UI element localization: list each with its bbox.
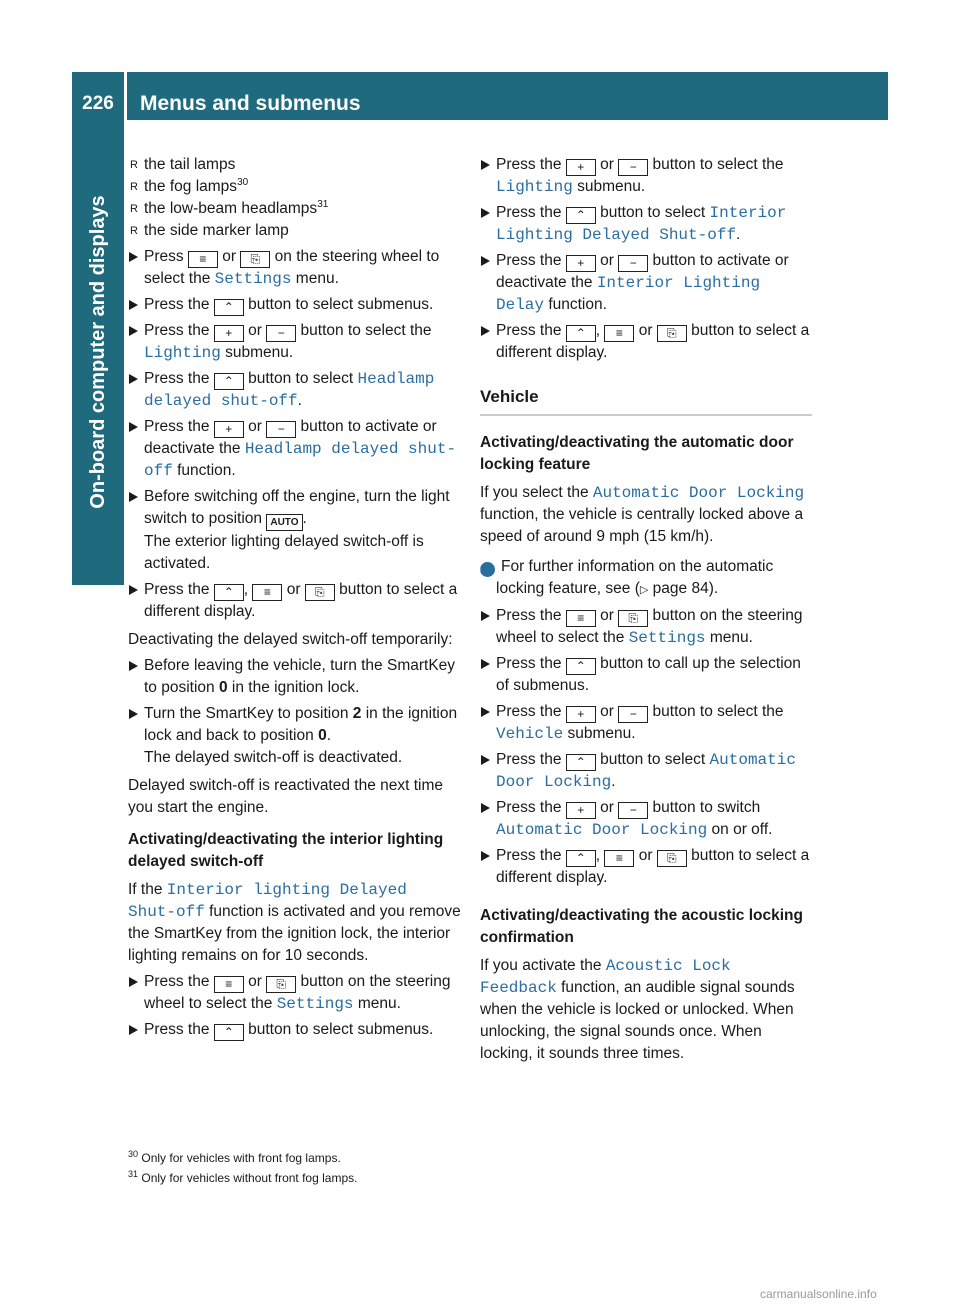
step [480, 653, 812, 697]
step-text: Press the [496, 799, 562, 816]
step-text: or [600, 703, 614, 720]
paragraph-text: function is activated and you remove the SmartKey from the ignition lock, the interior lighting remains on for 10 seconds. [128, 903, 461, 964]
info-icon: i [480, 562, 495, 577]
display-term: Interior lighting Delayed Shut-off [128, 881, 407, 921]
step-text: or [248, 973, 262, 990]
menu-key-icon: ≡ [214, 976, 244, 993]
step-text: on the steering wheel to select the [144, 248, 440, 287]
list-item [128, 176, 463, 198]
step-text: or [248, 322, 262, 339]
up-key-icon: ⌃ [214, 299, 244, 316]
minus-key-icon: − [266, 421, 296, 438]
page-number: 226 [82, 93, 114, 114]
display-term: Settings [214, 270, 292, 288]
display-term: Headlamp delayed shut-off [144, 370, 435, 410]
step-text: . [302, 510, 307, 527]
step-text: button to select the [652, 703, 784, 720]
footnote-number: 30 [128, 1149, 139, 1159]
up-key-icon: ⌃ [566, 850, 596, 867]
step-text: Press the [496, 751, 562, 768]
plus-key-icon: + [214, 325, 244, 342]
step-text: Press the [496, 607, 562, 624]
back-key-icon: ⎘ [305, 584, 335, 601]
step [480, 320, 812, 364]
menu-key-icon: ≡ [604, 325, 634, 342]
step-text: button to select a different display. [144, 581, 458, 620]
column-left [128, 154, 463, 1041]
paragraph: Deactivating the delayed switch-off temporarily: [128, 631, 453, 648]
step-text: or [600, 607, 614, 624]
back-key-icon: ⎘ [657, 325, 687, 342]
position-number: 2 [352, 705, 362, 722]
step-text: , [243, 581, 249, 598]
display-term: Lighting [496, 178, 573, 196]
paragraph-text: If the [128, 881, 163, 898]
step [480, 605, 812, 649]
step-text: button to select a different display. [496, 847, 810, 886]
step-text: Press the [144, 1021, 210, 1038]
display-term: Settings [628, 629, 706, 647]
step-text: button to select [248, 370, 354, 387]
step [128, 655, 463, 699]
step-text: menu. [295, 270, 339, 287]
step [480, 154, 812, 198]
step [128, 320, 463, 364]
step [480, 250, 812, 316]
step [128, 368, 463, 412]
step-text: Turn the SmartKey to position [144, 705, 349, 722]
minus-key-icon: − [618, 802, 648, 819]
step-text: button to select the [300, 322, 432, 339]
step-text: button to select a different display. [496, 322, 810, 361]
minus-key-icon: − [618, 159, 648, 176]
paragraph-text: If you select the [480, 484, 589, 501]
plus-key-icon: + [566, 802, 596, 819]
footnote-text: Only for vehicles without front fog lamps. [141, 1171, 358, 1185]
up-key-icon: ⌃ [566, 754, 596, 771]
step-text: . [326, 727, 331, 744]
step-text: in the ignition lock. [231, 679, 360, 696]
section-heading: Vehicle [480, 386, 812, 416]
step-text: submenu. [567, 725, 636, 742]
footnote-ref[interactable]: 31 [317, 198, 329, 210]
step [128, 971, 463, 1015]
step-text: button to select submenus. [248, 296, 434, 313]
display-term: Interior Lighting Delayed Shut-off [496, 204, 787, 244]
step-text: or [286, 581, 301, 598]
back-key-icon: ⎘ [618, 610, 648, 627]
step-text: button to activate or deactivate the [144, 418, 437, 457]
step-text: Press the [496, 156, 562, 173]
step-text: in the ignition lock and back to position [144, 705, 458, 744]
step [480, 202, 812, 246]
minus-key-icon: − [618, 706, 648, 723]
list-item-text: the side marker lamp [144, 222, 289, 239]
step-text: Press [144, 248, 184, 265]
paragraph: Delayed switch-off is reactivated the next time you start the engine. [128, 777, 444, 816]
menu-key-icon: ≡ [188, 251, 218, 268]
step-text: Press the [144, 296, 210, 313]
step-text: or [600, 252, 614, 269]
step-text: Before switching off the engine, turn the light switch to position [144, 488, 450, 527]
step [480, 749, 812, 793]
paragraph-text: function, an audible signal sounds when the vehicle is locked or unlocked. When unlocking, the signal sounds once. When locking, it sounds three times. [480, 979, 795, 1062]
step-text: , [595, 847, 601, 864]
footnote-ref[interactable]: 30 [237, 176, 249, 188]
plus-key-icon: + [566, 159, 596, 176]
paragraph [480, 955, 812, 1065]
display-term: Settings [276, 995, 354, 1013]
step-text: or [248, 418, 262, 435]
step-text: , [595, 322, 601, 339]
up-key-icon: ⌃ [566, 207, 596, 224]
display-term: Acoustic Lock Feedback [480, 957, 731, 997]
display-term: Interior Lighting Delay [496, 274, 761, 314]
subheading: Activating/deactivating the automatic door locking feature [480, 434, 794, 473]
step-text: Press the [144, 370, 210, 387]
step-text: button to select [600, 751, 706, 768]
minus-key-icon: − [618, 255, 648, 272]
step [128, 579, 463, 623]
step-text: button to select the [652, 156, 784, 173]
footnotes [128, 1148, 357, 1188]
step-text: function. [177, 462, 236, 479]
step-text: button on the steering wheel to select the [144, 973, 451, 1012]
step-text: Press the [496, 847, 562, 864]
step-text: button to select submenus. [248, 1021, 434, 1038]
display-term: Automatic Door Locking [496, 821, 708, 839]
menu-key-icon: ≡ [566, 610, 596, 627]
arrow-icon: ▷ [639, 584, 649, 596]
step-text: Press the [144, 973, 210, 990]
column-right [477, 154, 812, 1065]
section-tab-label-wrap [72, 120, 124, 585]
step-text: or [600, 799, 614, 816]
minus-key-icon: − [266, 325, 296, 342]
step [128, 294, 463, 316]
info-note [477, 556, 812, 601]
step-text: Press the [496, 703, 562, 720]
step-text: button to activate or deactivate the [496, 252, 789, 291]
list-item-text: the tail lamps [144, 156, 236, 173]
page-reference[interactable]: page 84). [652, 580, 719, 597]
step [128, 486, 463, 575]
step [480, 701, 812, 745]
step-result: The exterior lighting delayed switch-off is activated. [144, 533, 424, 572]
step-text: . [297, 392, 302, 409]
auto-switch-icon: AUTO [266, 514, 302, 531]
footnote [128, 1168, 357, 1188]
step-result: The delayed switch-off is deactivated. [144, 749, 403, 766]
step-text: submenu. [577, 178, 646, 195]
page-header [72, 72, 888, 120]
step [480, 845, 812, 889]
plus-key-icon: + [566, 255, 596, 272]
section-tab-label: On-board computer and displays [87, 195, 109, 509]
step-text: Press the [496, 204, 562, 221]
display-term: Lighting [144, 344, 221, 362]
step-text: Press the [144, 322, 210, 339]
footnote-number: 31 [128, 1169, 139, 1179]
back-key-icon: ⎘ [266, 976, 296, 993]
back-key-icon: ⎘ [657, 850, 687, 867]
watermark: carmanualsonline.info [760, 1287, 877, 1301]
step-text: button on the steering wheel to select the [496, 607, 803, 646]
display-term: Automatic Door Locking [592, 484, 805, 502]
plus-key-icon: + [566, 706, 596, 723]
step-text: . [736, 226, 741, 243]
step-text: or [222, 248, 237, 265]
up-key-icon: ⌃ [214, 1024, 244, 1041]
note-text: For further information on the automatic locking feature, see ( [496, 558, 774, 597]
step-text: submenu. [225, 344, 294, 361]
header-divider [124, 72, 127, 120]
paragraph [480, 482, 812, 548]
plus-key-icon: + [214, 421, 244, 438]
footnote-text: Only for vehicles with front fog lamps. [141, 1151, 341, 1165]
paragraph-text: If you activate the [480, 957, 602, 974]
list-item [128, 198, 463, 220]
position-number: 0 [318, 727, 327, 744]
step [128, 703, 463, 769]
step-text: or [600, 156, 614, 173]
step-text: or [638, 322, 653, 339]
step [128, 246, 463, 290]
step-text: Press the [496, 322, 562, 339]
step-text: button to switch [652, 799, 761, 816]
display-term: Headlamp delayed shut-off [144, 440, 457, 480]
up-key-icon: ⌃ [566, 658, 596, 675]
step [128, 416, 463, 482]
step-text: menu. [357, 995, 401, 1012]
paragraph-text: function, the vehicle is centrally locked above a speed of around 9 mph (15 km/h). [480, 506, 804, 545]
step [128, 1019, 463, 1041]
step-text: Press the [144, 581, 210, 598]
step-text: . [611, 773, 616, 790]
list-item [128, 154, 463, 176]
page-title: Menus and submenus [140, 92, 361, 115]
step-text: Before leaving the vehicle, turn the SmartKey to position [144, 657, 456, 696]
step-text: menu. [709, 629, 753, 646]
step-text: button to call up the selection of submenus. [496, 655, 801, 694]
paragraph [128, 879, 463, 967]
step [480, 797, 812, 841]
step-text: Press the [496, 655, 562, 672]
list-item [128, 220, 463, 242]
step-text: function. [548, 296, 607, 313]
up-key-icon: ⌃ [214, 373, 244, 390]
list-item-text: the fog lamps [144, 178, 238, 195]
list-item-text: the low-beam headlamps [144, 200, 318, 217]
display-term: Vehicle [496, 725, 564, 743]
back-key-icon: ⎘ [240, 251, 270, 268]
display-term: Automatic Door Locking [496, 751, 796, 791]
step-text: button to select [600, 204, 706, 221]
step-text: Press the [144, 418, 210, 435]
menu-key-icon: ≡ [604, 850, 634, 867]
subheading: Activating/deactivating the acoustic locking confirmation [480, 907, 803, 946]
subheading: Activating/deactivating the interior lighting delayed switch-off [128, 831, 444, 870]
footnote [128, 1148, 357, 1168]
up-key-icon: ⌃ [566, 325, 596, 342]
position-number: 0 [218, 679, 228, 696]
up-key-icon: ⌃ [214, 584, 244, 601]
step-text: on or off. [711, 821, 773, 838]
step-text: Press the [496, 252, 562, 269]
menu-key-icon: ≡ [252, 584, 282, 601]
step-text: or [638, 847, 653, 864]
